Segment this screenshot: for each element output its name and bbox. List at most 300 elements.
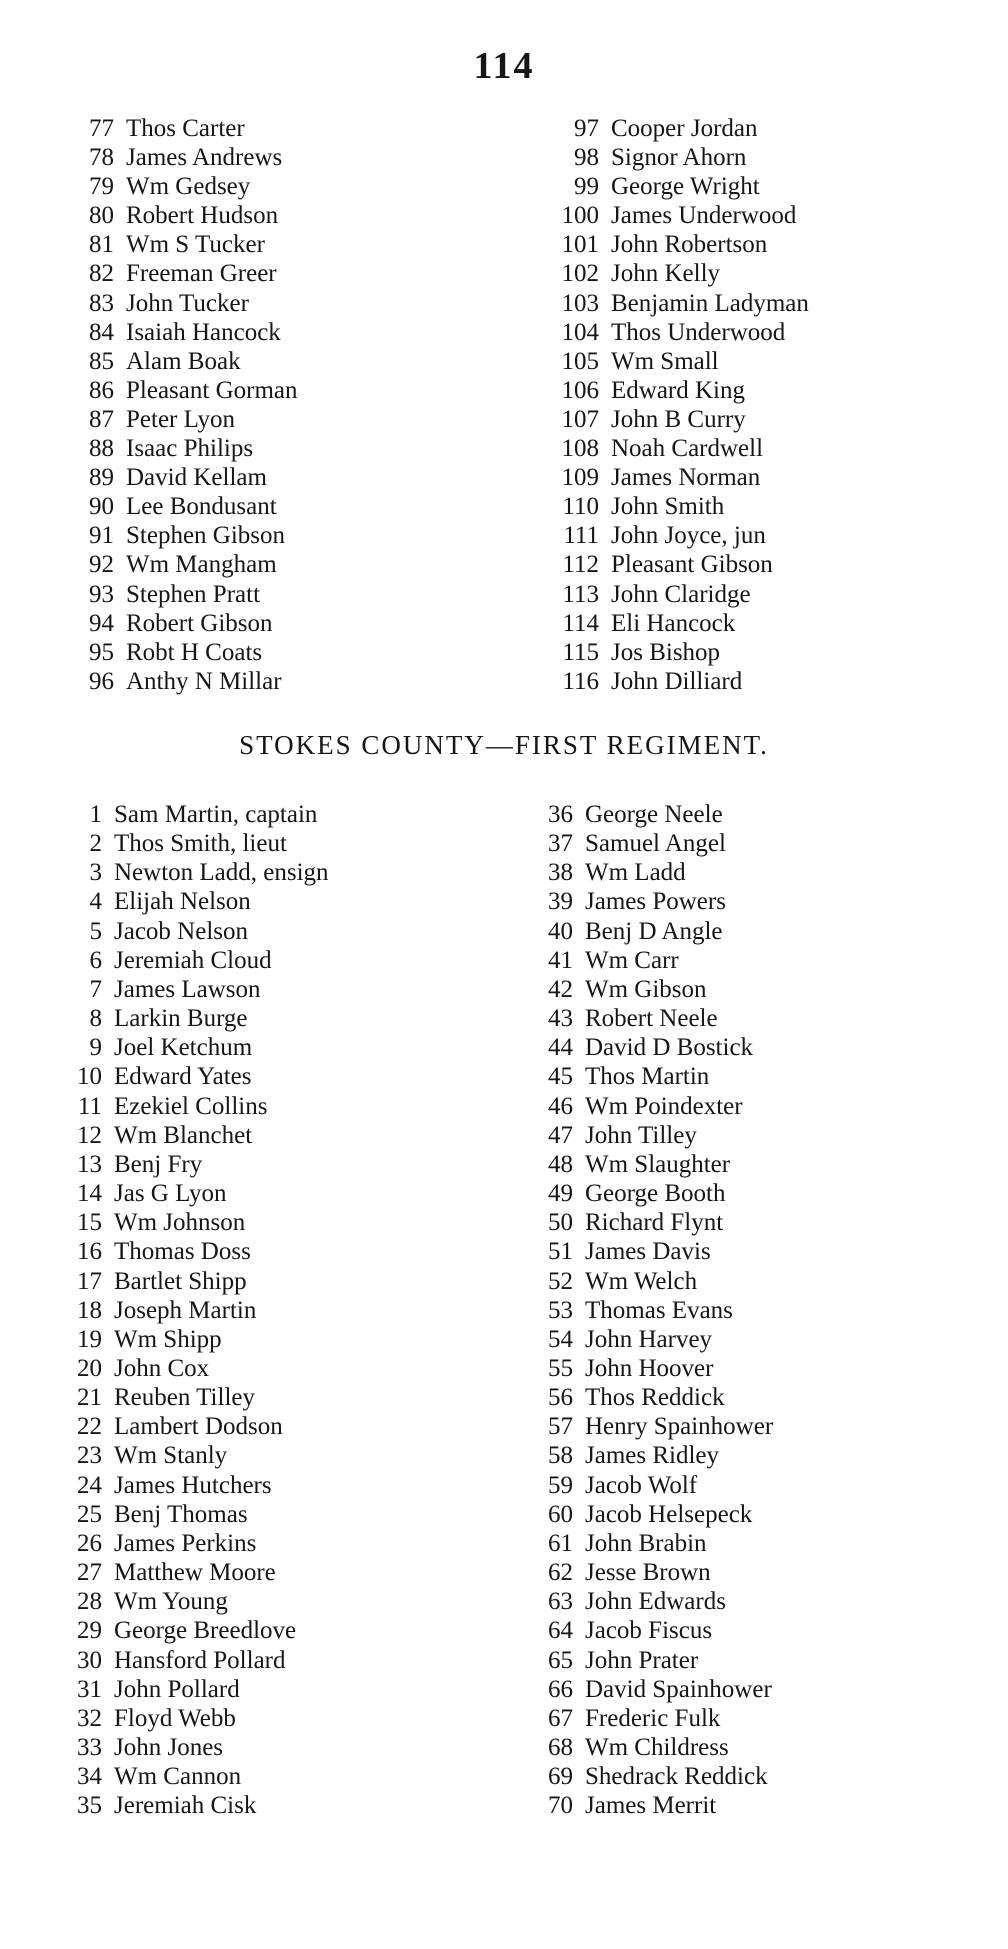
entry-name: Joel Ketchum — [114, 1034, 253, 1062]
entry-name: David Spainhower — [585, 1675, 772, 1703]
entry-name: Wm Johnson — [114, 1209, 246, 1237]
entry-name: John Joyce, jun — [611, 522, 766, 550]
roster-entry — [527, 1704, 773, 1733]
roster-entry — [62, 1296, 329, 1325]
roster-entry — [527, 289, 809, 318]
entry-number: 36 — [548, 801, 573, 828]
entry-number: 102 — [561, 260, 599, 288]
entry-name: Robert Gibson — [126, 609, 273, 637]
roster-entry — [62, 829, 329, 858]
roster-entry — [62, 1762, 329, 1791]
entry-number: 25 — [77, 1500, 102, 1528]
roster-entry — [527, 1325, 773, 1354]
roster-entry — [70, 463, 297, 492]
entry-name: David Kellam — [126, 464, 267, 492]
entry-number: 106 — [561, 376, 599, 404]
entry-number: 104 — [561, 318, 599, 346]
entry-name: James Norman — [611, 464, 761, 492]
entry-number: 37 — [548, 830, 573, 858]
roster-entry — [62, 1354, 329, 1383]
entry-name: Bartlet Shipp — [114, 1267, 247, 1295]
entry-name: Isaiah Hancock — [126, 318, 281, 346]
entry-number: 108 — [561, 435, 599, 463]
entry-name: Wm Ladd — [585, 859, 686, 887]
entry-name: Pleasant Gibson — [611, 551, 773, 579]
entry-name: Jacob Fiscus — [585, 1617, 713, 1645]
roster-entry — [70, 667, 297, 696]
entry-number: 91 — [89, 522, 114, 550]
entry-number: 78 — [89, 144, 114, 172]
roster-entry — [527, 1208, 773, 1237]
entry-number: 82 — [89, 260, 114, 288]
entry-number: 12 — [77, 1121, 102, 1149]
entry-number: 81 — [89, 231, 114, 259]
entry-number: 84 — [89, 318, 114, 346]
entry-number: 83 — [89, 289, 114, 317]
roster-entry — [527, 405, 809, 434]
entry-name: Ezekiel Collins — [114, 1092, 268, 1120]
entry-name: Wm Mangham — [126, 551, 277, 579]
entry-name: Reuben Tilley — [114, 1384, 255, 1412]
entry-number: 55 — [548, 1354, 573, 1382]
entry-name: Signor Ahorn — [611, 144, 747, 172]
roster-entry — [527, 1267, 773, 1296]
roster-entry — [62, 1733, 329, 1762]
entry-number: 9 — [89, 1034, 102, 1062]
entry-number: 7 — [89, 975, 102, 1003]
roster-entry — [527, 580, 809, 609]
roster-entry — [62, 1383, 329, 1412]
entry-name: Freeman Greer — [126, 260, 277, 288]
roster-entry — [527, 667, 809, 696]
entry-name: Newton Ladd, ensign — [114, 859, 329, 887]
entry-number: 35 — [77, 1792, 102, 1820]
roster-entry — [62, 800, 329, 829]
entry-number: 2 — [89, 830, 102, 858]
entry-number: 21 — [77, 1384, 102, 1412]
entry-name: James Davis — [585, 1238, 711, 1266]
roster-entry — [527, 1587, 773, 1616]
entry-name: Edward Yates — [114, 1063, 252, 1091]
entry-number: 115 — [562, 638, 599, 666]
entry-name: John Tilley — [585, 1121, 697, 1149]
roster-entry — [527, 1412, 773, 1441]
entry-number: 43 — [548, 1005, 573, 1033]
entry-name: Benj Thomas — [114, 1500, 248, 1528]
entry-number: 65 — [548, 1646, 573, 1674]
entry-number: 67 — [548, 1704, 573, 1732]
roster-entry — [527, 638, 809, 667]
roster-entry — [527, 1646, 773, 1675]
entry-number: 52 — [548, 1267, 573, 1295]
roster-entry — [70, 201, 297, 230]
entry-name: Wm Gedsey — [126, 173, 251, 201]
entry-name: Eli Hancock — [611, 609, 736, 637]
roster-entry — [70, 492, 297, 521]
roster-entry — [527, 376, 809, 405]
entry-name: Stephen Pratt — [126, 580, 261, 608]
roster-entry — [62, 1500, 329, 1529]
entry-name: Benj D Angle — [585, 917, 723, 945]
entry-number: 30 — [77, 1646, 102, 1674]
roster-entry — [70, 114, 297, 143]
entry-name: Wm Stanly — [114, 1442, 228, 1470]
roster-entry — [527, 1092, 773, 1121]
entry-number: 24 — [77, 1471, 102, 1499]
entry-name: John Pollard — [114, 1675, 240, 1703]
entry-name: Jeremiah Cisk — [114, 1792, 257, 1820]
roster-entry — [527, 1791, 773, 1820]
entry-number: 10 — [77, 1063, 102, 1091]
roster-entry — [70, 289, 297, 318]
entry-name: Benj Fry — [114, 1150, 203, 1178]
roster-entry — [527, 1383, 773, 1412]
roster-entry — [70, 434, 297, 463]
entry-name: John Hoover — [585, 1354, 714, 1382]
entry-number: 87 — [89, 405, 114, 433]
entry-name: John Claridge — [611, 580, 751, 608]
entry-number: 27 — [77, 1559, 102, 1587]
entry-number: 79 — [89, 173, 114, 201]
roster-entry — [527, 1004, 773, 1033]
entry-name: John Prater — [585, 1646, 699, 1674]
roster-entry — [62, 1441, 329, 1470]
roster-entry — [70, 230, 297, 259]
entry-name: James Perkins — [114, 1529, 257, 1557]
entry-name: Sam Martin, captain — [114, 801, 318, 828]
entry-number: 11 — [77, 1092, 102, 1120]
entry-number: 40 — [548, 917, 573, 945]
roster-entry — [62, 917, 329, 946]
entry-name: Robert Hudson — [126, 202, 279, 230]
entry-name: John Edwards — [585, 1588, 726, 1616]
roster-entry — [527, 946, 773, 975]
roster-entry — [62, 1150, 329, 1179]
roster-entry — [527, 1471, 773, 1500]
roster-entry — [62, 1267, 329, 1296]
roster-entry — [527, 463, 809, 492]
roster-entry — [527, 1675, 773, 1704]
entry-name: Wm Welch — [585, 1267, 698, 1295]
entry-number: 38 — [548, 859, 573, 887]
entry-number: 34 — [77, 1763, 102, 1791]
entry-number: 60 — [548, 1500, 573, 1528]
entry-number: 32 — [77, 1704, 102, 1732]
entry-name: Larkin Burge — [114, 1005, 248, 1033]
roster-entry — [70, 143, 297, 172]
entry-number: 46 — [548, 1092, 573, 1120]
roster-entry — [527, 230, 809, 259]
roster-entry — [70, 376, 297, 405]
roster-entry — [527, 1558, 773, 1587]
entry-number: 45 — [548, 1063, 573, 1091]
entry-number: 62 — [548, 1559, 573, 1587]
entry-number: 89 — [89, 464, 114, 492]
entry-name: Shedrack Reddick — [585, 1763, 768, 1791]
entry-name: James Powers — [585, 888, 726, 916]
entry-number: 93 — [89, 580, 114, 608]
entry-name: Thomas Evans — [585, 1296, 733, 1324]
roster-entry — [62, 1616, 329, 1645]
entry-name: Henry Spainhower — [585, 1413, 774, 1441]
roster-entry — [70, 550, 297, 579]
roster-entry — [62, 1471, 329, 1500]
entry-name: Jacob Nelson — [114, 917, 248, 945]
roster-entry — [62, 858, 329, 887]
roster-entry — [62, 1004, 329, 1033]
entry-number: 101 — [561, 231, 599, 259]
lower-left-column — [62, 800, 329, 1820]
entry-name: John Harvey — [585, 1325, 713, 1353]
entry-number: 56 — [548, 1384, 573, 1412]
entry-number: 59 — [548, 1471, 573, 1499]
roster-entry — [527, 1150, 773, 1179]
entry-number: 77 — [89, 115, 114, 142]
roster-entry — [62, 1092, 329, 1121]
entry-name: Wm Childress — [585, 1734, 729, 1761]
entry-number: 49 — [548, 1180, 573, 1208]
roster-entry — [62, 1062, 329, 1091]
entry-name: Robert Neele — [585, 1005, 718, 1033]
entry-number: 44 — [548, 1034, 573, 1062]
entry-name: Wm Small — [611, 347, 719, 375]
entry-number: 8 — [89, 1005, 102, 1033]
entry-number: 51 — [548, 1238, 573, 1266]
roster-entry — [70, 638, 297, 667]
entry-name: Alam Boak — [126, 347, 241, 375]
entry-number: 110 — [562, 493, 599, 521]
entry-number: 48 — [548, 1150, 573, 1178]
entry-number: 19 — [77, 1325, 102, 1353]
entry-number: 16 — [77, 1238, 102, 1266]
roster-entry — [527, 1179, 773, 1208]
entry-name: Edward King — [611, 376, 745, 404]
entry-number: 111 — [563, 522, 599, 550]
roster-entry — [62, 1704, 329, 1733]
entry-number: 80 — [89, 202, 114, 230]
roster-entry — [70, 609, 297, 638]
entry-name: George Wright — [611, 173, 760, 201]
entry-name: Thos Underwood — [611, 318, 786, 346]
entry-name: Wm S Tucker — [126, 231, 265, 259]
entry-name: Anthy N Millar — [126, 667, 282, 695]
roster-entry — [62, 1179, 329, 1208]
entry-name: Jas G Lyon — [114, 1180, 227, 1208]
entry-name: John Tucker — [126, 289, 249, 317]
entry-number: 113 — [562, 580, 599, 608]
entry-name: James Merrit — [585, 1792, 717, 1820]
entry-number: 103 — [561, 289, 599, 317]
entry-name: John Jones — [114, 1734, 224, 1761]
roster-entry — [527, 609, 809, 638]
roster-entry — [62, 1237, 329, 1266]
roster-entry — [527, 975, 773, 1004]
roster-entry — [70, 580, 297, 609]
entry-number: 33 — [77, 1734, 102, 1761]
entry-name: Wm Gibson — [585, 975, 707, 1003]
entry-name: James Lawson — [114, 975, 261, 1003]
entry-number: 29 — [77, 1617, 102, 1645]
roster-entry — [70, 172, 297, 201]
entry-name: George Breedlove — [114, 1617, 297, 1645]
entry-name: Lee Bondusant — [126, 493, 277, 521]
roster-entry — [62, 887, 329, 916]
roster-entry — [62, 1529, 329, 1558]
entry-number: 114 — [562, 609, 599, 637]
entry-number: 99 — [574, 173, 599, 201]
entry-number: 98 — [574, 144, 599, 172]
entry-number: 41 — [548, 946, 573, 974]
roster-entry — [70, 259, 297, 288]
entry-name: Thos Reddick — [585, 1384, 725, 1412]
roster-entry — [527, 1354, 773, 1383]
roster-entry — [70, 405, 297, 434]
roster-entry — [527, 434, 809, 463]
entry-name: John B Curry — [611, 405, 746, 433]
entry-number: 96 — [89, 667, 114, 695]
entry-number: 4 — [89, 888, 102, 916]
roster-entry — [527, 858, 773, 887]
upper-right-column — [527, 114, 809, 696]
entry-number: 26 — [77, 1529, 102, 1557]
entry-name: Lambert Dodson — [114, 1413, 283, 1441]
entry-name: John Robertson — [611, 231, 768, 259]
entry-number: 58 — [548, 1442, 573, 1470]
entry-number: 42 — [548, 975, 573, 1003]
roster-entry — [62, 1646, 329, 1675]
entry-number: 92 — [89, 551, 114, 579]
entry-number: 31 — [77, 1675, 102, 1703]
entry-number: 22 — [77, 1413, 102, 1441]
roster-entry — [527, 201, 809, 230]
roster-entry — [527, 887, 773, 916]
entry-name: Thos Carter — [126, 115, 245, 142]
entry-number: 1 — [89, 801, 102, 828]
entry-name: Wm Slaughter — [585, 1150, 731, 1178]
entry-number: 86 — [89, 376, 114, 404]
entry-number: 20 — [77, 1354, 102, 1382]
section-title: STOKES COUNTY—FIRST REGIMENT. — [239, 730, 769, 760]
roster-entry — [62, 975, 329, 1004]
roster-entry — [527, 492, 809, 521]
entry-number: 57 — [548, 1413, 573, 1441]
entry-number: 13 — [77, 1150, 102, 1178]
roster-entry — [527, 172, 809, 201]
roster-entry — [62, 1791, 329, 1820]
entry-name: James Andrews — [126, 144, 283, 172]
entry-name: Thomas Doss — [114, 1238, 251, 1266]
entry-name: Benjamin Ladyman — [611, 289, 809, 317]
entry-name: James Ridley — [585, 1442, 720, 1470]
lower-right-column — [527, 800, 773, 1820]
entry-number: 39 — [548, 888, 573, 916]
roster-entry — [70, 347, 297, 376]
entry-name: Jesse Brown — [585, 1559, 711, 1587]
entry-number: 18 — [77, 1296, 102, 1324]
entry-number: 15 — [77, 1209, 102, 1237]
roster-entry — [527, 318, 809, 347]
roster-entry — [527, 917, 773, 946]
entry-name: David D Bostick — [585, 1034, 754, 1062]
roster-entry — [527, 521, 809, 550]
entry-name: John Smith — [611, 493, 725, 521]
entry-name: Thos Martin — [585, 1063, 710, 1091]
page-number: 114 — [473, 45, 535, 87]
entry-number: 3 — [89, 859, 102, 887]
roster-entry — [62, 946, 329, 975]
entry-name: Matthew Moore — [114, 1559, 276, 1587]
roster-entry — [527, 1441, 773, 1470]
entry-number: 88 — [89, 435, 114, 463]
entry-number: 90 — [89, 493, 114, 521]
entry-name: Wm Carr — [585, 946, 679, 974]
entry-number: 5 — [89, 917, 102, 945]
entry-number: 17 — [77, 1267, 102, 1295]
roster-entry — [527, 1296, 773, 1325]
entry-name: John Brabin — [585, 1529, 707, 1557]
entry-name: Jacob Wolf — [585, 1471, 698, 1499]
entry-name: Hansford Pollard — [114, 1646, 286, 1674]
roster-entry — [62, 1121, 329, 1150]
entry-name: Samuel Angel — [585, 830, 726, 858]
entry-name: Wm Young — [114, 1588, 228, 1616]
entry-number: 112 — [562, 551, 599, 579]
entry-number: 109 — [561, 464, 599, 492]
entry-number: 64 — [548, 1617, 573, 1645]
entry-name: James Underwood — [611, 202, 797, 230]
entry-name: Wm Shipp — [114, 1325, 222, 1353]
entry-number: 95 — [89, 638, 114, 666]
entry-name: George Booth — [585, 1180, 726, 1208]
roster-entry — [62, 1558, 329, 1587]
entry-name: John Dilliard — [611, 667, 743, 695]
entry-name: Isaac Philips — [126, 435, 254, 463]
entry-number: 70 — [548, 1792, 573, 1820]
roster-entry — [527, 1062, 773, 1091]
entry-name: Joseph Martin — [114, 1296, 257, 1324]
entry-name: Frederic Fulk — [585, 1704, 721, 1732]
entry-name: Wm Poindexter — [585, 1092, 743, 1120]
roster-entry — [527, 800, 773, 829]
roster-entry — [527, 1237, 773, 1266]
roster-entry — [527, 259, 809, 288]
entry-number: 66 — [548, 1675, 573, 1703]
roster-entry — [527, 550, 809, 579]
entry-name: Stephen Gibson — [126, 522, 286, 550]
roster-entry — [62, 1587, 329, 1616]
entry-name: Wm Cannon — [114, 1763, 242, 1791]
roster-entry — [62, 1412, 329, 1441]
roster-entry — [527, 1121, 773, 1150]
roster-entry — [527, 347, 809, 376]
entry-name: Wm Blanchet — [114, 1121, 253, 1149]
upper-left-column — [70, 114, 297, 696]
entry-name: George Neele — [585, 801, 723, 828]
entry-number: 28 — [77, 1588, 102, 1616]
entry-number: 53 — [548, 1296, 573, 1324]
entry-name: Elijah Nelson — [114, 888, 251, 916]
entry-name: Richard Flynt — [585, 1209, 724, 1237]
entry-number: 63 — [548, 1588, 573, 1616]
roster-entry — [527, 114, 809, 143]
roster-entry — [70, 521, 297, 550]
roster-entry — [527, 1762, 773, 1791]
roster-entry — [527, 1033, 773, 1062]
entry-number: 105 — [561, 347, 599, 375]
entry-number: 97 — [574, 115, 599, 142]
roster-entry — [527, 1733, 773, 1762]
entry-name: Thos Smith, lieut — [114, 830, 287, 858]
